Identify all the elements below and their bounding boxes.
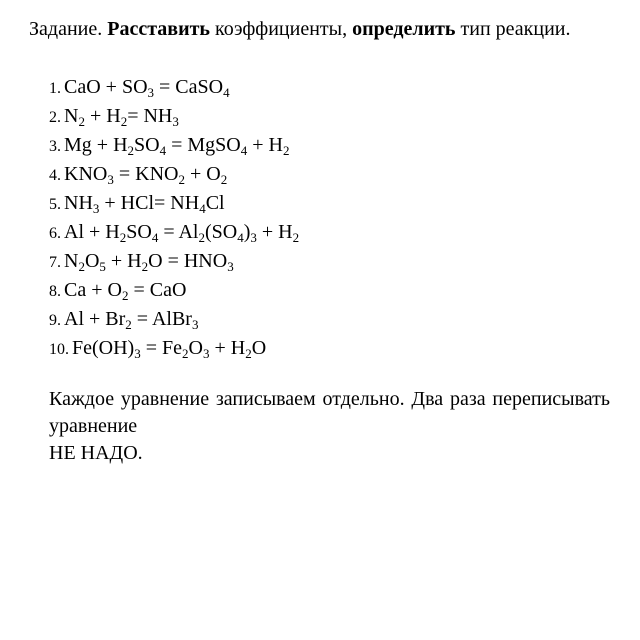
task-action-determine: определить (352, 18, 456, 40)
equation-row (49, 305, 299, 334)
task-statement (29, 16, 610, 43)
task-mid: коэффициенты, (210, 18, 353, 40)
equation-row (49, 131, 299, 160)
equation-row (49, 276, 299, 305)
equation-row (49, 218, 299, 247)
equation-formula: $Mg + H_2SO_4$ = MgSO$_4$ + $H_2$ (64, 134, 290, 158)
instruction-note (49, 386, 610, 467)
equation-formula: CaO + $SO_3$ = CaSO$_4$ (64, 76, 230, 100)
equation-formula: $Al + H_2SO_4 = Al_2(SO_4)_3 + H_2$ (64, 221, 300, 245)
note-line-2: НЕ НАДО. (49, 442, 143, 464)
equation-formula: $N_2 + H_2= NH_3$ (64, 105, 179, 129)
equation-number: 6. (49, 225, 61, 242)
equation-formula: $NH_3 + HCl= NH_4Cl$ (64, 192, 225, 216)
task-action-arrange: Расставить (107, 18, 210, 40)
task-prefix: Задание. (29, 18, 108, 40)
equation-number: 5. (49, 196, 61, 213)
equation-row (49, 73, 299, 102)
equation-formula: $N_2O_5 + H_2O = HNO_3$ (64, 250, 234, 274)
task-suffix: тип реакции. (455, 18, 571, 40)
equation-row (49, 334, 299, 363)
equation-row (49, 189, 299, 218)
equation-row (49, 102, 299, 131)
equation-number: 7. (49, 254, 61, 271)
equation-row (49, 160, 299, 189)
note-line-1: Каждое уравнение записываем отдельно. Два раза переписывать уравнение (49, 388, 610, 437)
equation-number: 4. (49, 167, 61, 184)
equation-formula: $Ca + O_2$ = CaO (64, 279, 187, 303)
equation-number: 1. (49, 80, 61, 97)
equation-number: 8. (49, 283, 61, 300)
equation-number: 9. (49, 312, 61, 329)
equation-row (49, 247, 299, 276)
equation-formula: $KNO_3 = KNO_2 + O_2$ (64, 163, 228, 187)
equation-number: 3. (49, 138, 61, 155)
equation-list (49, 73, 299, 363)
equation-number: 2. (49, 109, 61, 126)
equation-formula: $Fe(OH)_3 = Fe_2O_3 + H_2O$ (72, 337, 267, 361)
equation-formula: $Al + Br_2$ = AlBr$_3$ (64, 308, 199, 332)
equation-number: 10. (49, 341, 69, 358)
